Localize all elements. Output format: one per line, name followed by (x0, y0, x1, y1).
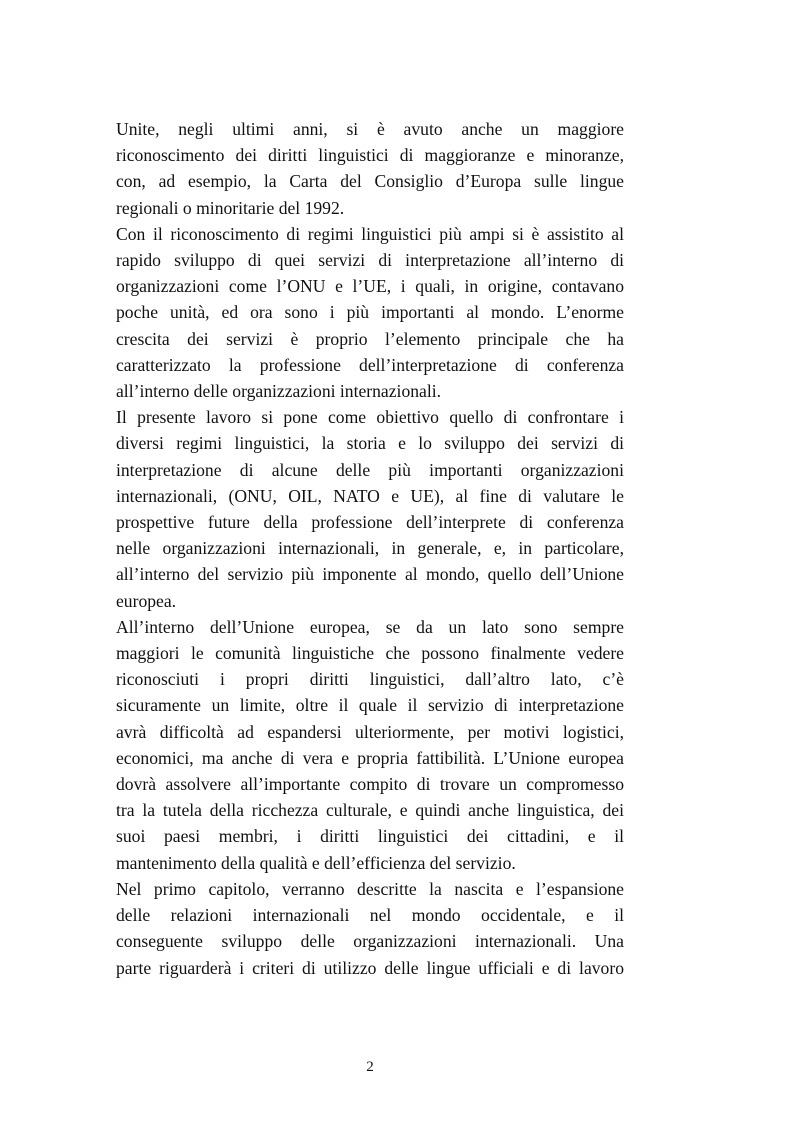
text-line: parte riguarderà i criteri di utilizzo delle lingue ufficiali e di lavoro (116, 957, 624, 978)
text-line: interpretazione di alcune delle più importanti organizzazioni (116, 459, 624, 480)
text-line: internazionali, (ONU, OIL, NATO e UE), al fine di valutare le (116, 485, 624, 506)
text-line: prospettive future della professione dell’interprete di conferenza (116, 512, 624, 533)
paragraph (116, 221, 624, 404)
text-line: maggiori le comunità linguistiche che possono finalmente vedere (116, 643, 624, 664)
text-line: rapido sviluppo di quei servizi di interpretazione all’interno di (116, 250, 624, 271)
text-line: delle relazioni internazionali nel mondo occidentale, e il (116, 905, 624, 926)
text-line: mantenimento della qualità e dell’efficienza del servizio. (116, 852, 516, 873)
text-line: regionali o minoritarie del 1992. (116, 197, 345, 218)
paragraph (116, 116, 624, 221)
text-line: poche unità, ed ora sono i più importanti al mondo. L’enorme (116, 302, 624, 323)
text-line: dovrà assolvere all’importante compito di trovare un compromesso (116, 774, 624, 795)
text-line: all’interno delle organizzazioni internazionali. (116, 381, 442, 402)
paragraph (116, 614, 624, 876)
text-line: all’interno del servizio più imponente al mondo, quello dell’Unione (116, 564, 624, 585)
text-line: riconoscimento dei diritti linguistici di maggioranze e minoranze, (116, 145, 624, 166)
text-line: organizzazioni come l’ONU e l’UE, i quali, in origine, contavano (116, 276, 624, 297)
text-line: crescita dei servizi è proprio l’elemento principale che ha (116, 328, 624, 349)
text-line: Con il riconoscimento di regimi linguistici più ampi si è assistito al (116, 223, 624, 244)
text-line: sicuramente un limite, oltre il quale il servizio di interpretazione (116, 695, 624, 716)
text-line: avrà difficoltà ad espandersi ulteriormente, per motivi logistici, (116, 721, 624, 742)
text-line: suoi paesi membri, i diritti linguistici dei cittadini, e il (116, 826, 624, 847)
page-number: 2 (366, 1059, 374, 1075)
page-body (116, 116, 624, 981)
text-line: nelle organizzazioni internazionali, in generale, e, in particolare, (116, 538, 624, 559)
text-line: All’interno dell’Unione europea, se da un lato sono sempre (116, 616, 624, 637)
text-line: economici, ma anche di vera e propria fattibilità. L’Unione europea (116, 747, 624, 768)
text-line: diversi regimi linguistici, la storia e lo sviluppo dei servizi di (116, 433, 624, 454)
text-line: tra la tutela della ricchezza culturale, e quindi anche linguistica, dei (116, 800, 624, 821)
text-line: Unite, negli ultimi anni, si è avuto anche un maggiore (116, 119, 624, 139)
paragraph (116, 404, 624, 614)
text-line: europea. (116, 590, 177, 611)
text-line: conseguente sviluppo delle organizzazioni internazionali. Una (116, 931, 624, 952)
text-line: riconosciuti i propri diritti linguistici, dall’altro lato, c’è (116, 669, 624, 690)
paragraph (116, 876, 624, 981)
text-line: con, ad esempio, la Carta del Consiglio d’Europa sulle lingue (116, 171, 624, 192)
text-line: Il presente lavoro si pone come obiettivo quello di confrontare i (116, 407, 624, 428)
text-line: caratterizzato la professione dell’interpretazione di conferenza (116, 354, 624, 375)
text-line: Nel primo capitolo, verranno descritte la nascita e l’espansione (116, 878, 624, 899)
